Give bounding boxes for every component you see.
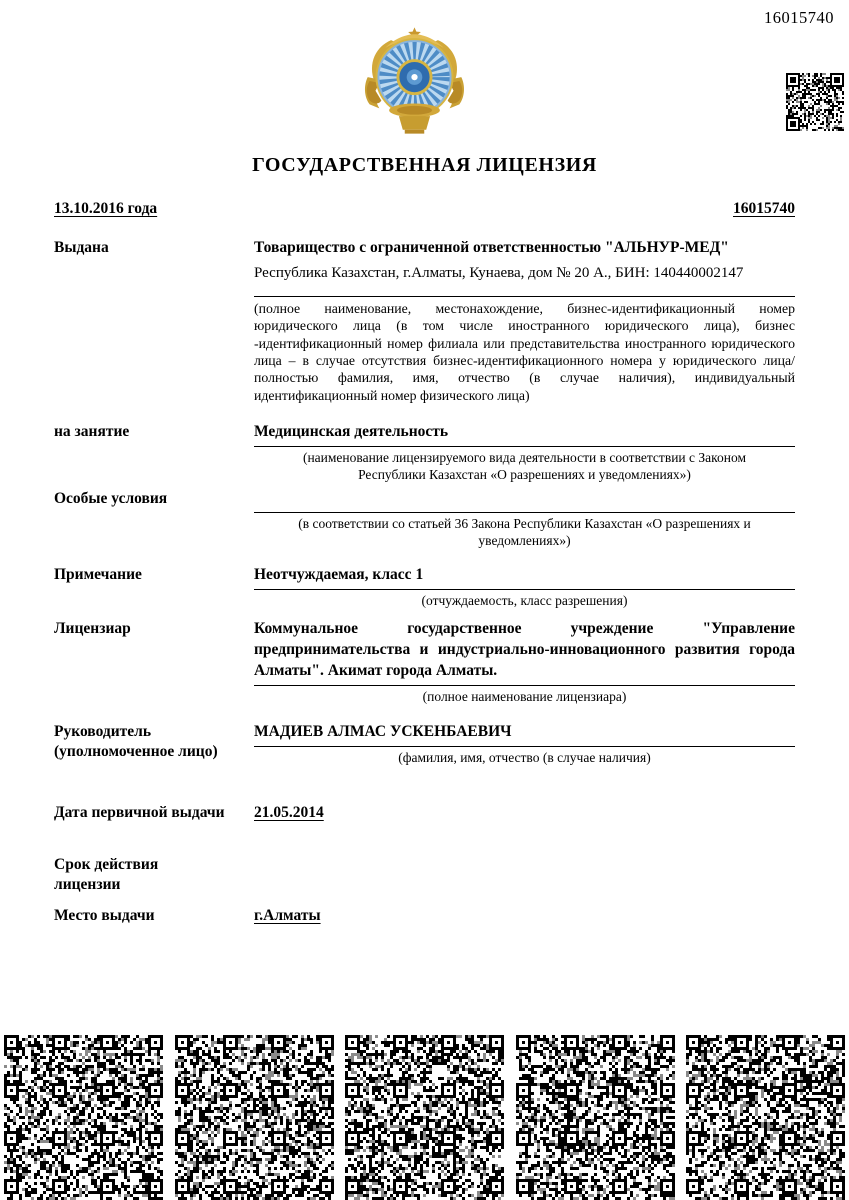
- field-activity: [54, 422, 795, 483]
- license-number: 16015740: [733, 200, 795, 217]
- barcode-block: [4, 1035, 163, 1200]
- field-caption: (наименование лицензируемого вида деятельности в соответствии с Законом Республики Казахстан «О разрешениях и уведомлениях»): [302, 450, 747, 483]
- document-body: [54, 200, 795, 927]
- field-value: Товарищество с ограниченной ответственностью "АЛЬНУР-МЕД": [254, 239, 729, 256]
- barcode-block: [686, 1035, 845, 1200]
- document-title: ГОСУДАРСТВЕННАЯ ЛИЦЕНЗИЯ: [252, 154, 597, 176]
- field-head: [54, 722, 795, 766]
- field-caption: (отчуждаемость, класс разрешения): [421, 593, 628, 609]
- barcode-block: [345, 1035, 504, 1200]
- field-issue-place: [54, 906, 795, 927]
- barcode-strip: [4, 1035, 845, 1200]
- field-value: г.Алматы: [254, 906, 321, 924]
- field-label: Лицензиар: [54, 620, 131, 638]
- barcode-block: [175, 1035, 334, 1200]
- field-first-issue-date: [54, 803, 795, 824]
- issue-date: 13.10.2016 года: [54, 200, 158, 217]
- field-label: Выдана: [54, 239, 109, 256]
- field-label: Место выдачи: [54, 906, 155, 924]
- document-number-top: 16015740: [764, 8, 834, 27]
- field-value: 21.05.2014: [254, 803, 324, 821]
- field-value: Коммунальное государственное учреждение "Управление предпринимательства и индустриально-инновационного развития города Алматы". Акимат города Алматы.: [254, 619, 795, 686]
- field-label: Дата первичной выдачи: [54, 803, 225, 821]
- field-value: [254, 489, 795, 513]
- field-label: Примечание: [54, 566, 142, 584]
- field-label: Особые условия: [54, 490, 168, 508]
- field-label: Руководитель (уполномоченное лицо): [54, 722, 218, 760]
- field-address: Республика Казахстан, г.Алматы, Кунаева, дом № 20 А., БИН: 140440002147: [254, 264, 744, 281]
- field-caption: (фамилия, имя, отчество (в случае наличия): [398, 749, 651, 765]
- field-note: [54, 565, 795, 609]
- field-caption: (полное наименование, местонахождение, бизнес-идентификационный номер юридического лица (в том числе иностранного юридического лица), бизнес -идентификационный номер филиала или представительства иностранного юридического лица – в случае отсутствия бизнес-идентификационного номера у юридического лица/полностью фамилия, имя, отчество (в случае наличия), индивидуальный идентификационный номер физического лица): [254, 296, 795, 404]
- field-licensor: [54, 619, 795, 705]
- field-value: МАДИЕВ АЛМАС УСКЕНБАЕВИЧ: [254, 722, 795, 747]
- barcode-block: [516, 1035, 675, 1200]
- field-issued-to: [54, 238, 795, 404]
- field-value: Неотчуждаемая, класс 1: [254, 565, 795, 590]
- field-label: Срок действия лицензии: [54, 855, 159, 893]
- qr-code: [786, 73, 844, 131]
- date-number-row: [54, 200, 795, 218]
- field-special-conditions: [54, 489, 795, 549]
- field-caption: (в соответствии со статьей 36 Закона Республики Казахстан «О разрешениях и уведомлениях»): [298, 516, 751, 549]
- field-label: на занятие: [54, 423, 130, 441]
- field-caption: (полное наименование лицензиара): [422, 688, 627, 704]
- kazakhstan-emblem-icon: [356, 26, 473, 138]
- field-validity: [54, 855, 795, 895]
- field-value: Медицинская деятельность: [254, 422, 795, 447]
